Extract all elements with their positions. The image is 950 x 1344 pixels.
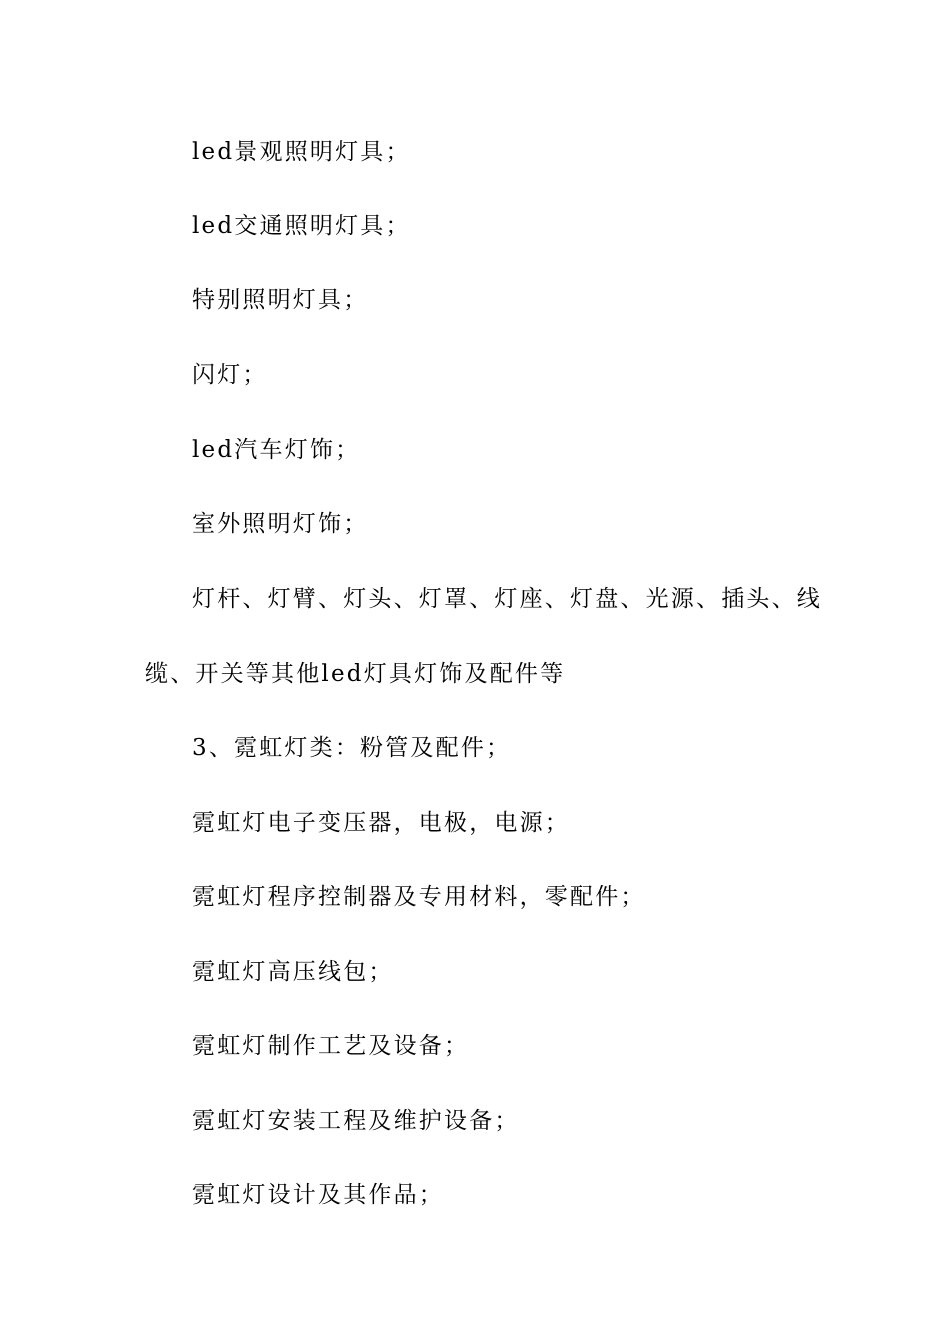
section-heading: 3、霓虹灯类：粉管及配件；: [192, 735, 512, 761]
text-line: 霓虹灯程序控制器及专用材料，零配件；: [192, 884, 646, 910]
text-line: 霓虹灯高压线包；: [192, 959, 394, 985]
text-line: led交通照明灯具；: [192, 213, 411, 239]
text-line: 室外照明灯饰；: [192, 511, 369, 537]
text-line: 特别照明灯具；: [192, 287, 369, 313]
text-line: 灯杆、灯臂、灯头、灯罩、灯座、灯盘、光源、插头、线: [192, 586, 822, 612]
text-line: led汽车灯饰；: [192, 437, 361, 463]
text-line: 霓虹灯设计及其作品；: [192, 1182, 444, 1208]
text-line: 闪灯；: [192, 362, 268, 388]
text-line: 霓虹灯电子变压器，电极，电源；: [192, 810, 570, 836]
text-line-continuation: 缆、开关等其他led灯具灯饰及配件等: [145, 661, 566, 687]
text-line: 霓虹灯制作工艺及设备；: [192, 1033, 470, 1059]
text-line: led景观照明灯具；: [192, 139, 411, 165]
text-line: 霓虹灯安装工程及维护设备；: [192, 1108, 520, 1134]
